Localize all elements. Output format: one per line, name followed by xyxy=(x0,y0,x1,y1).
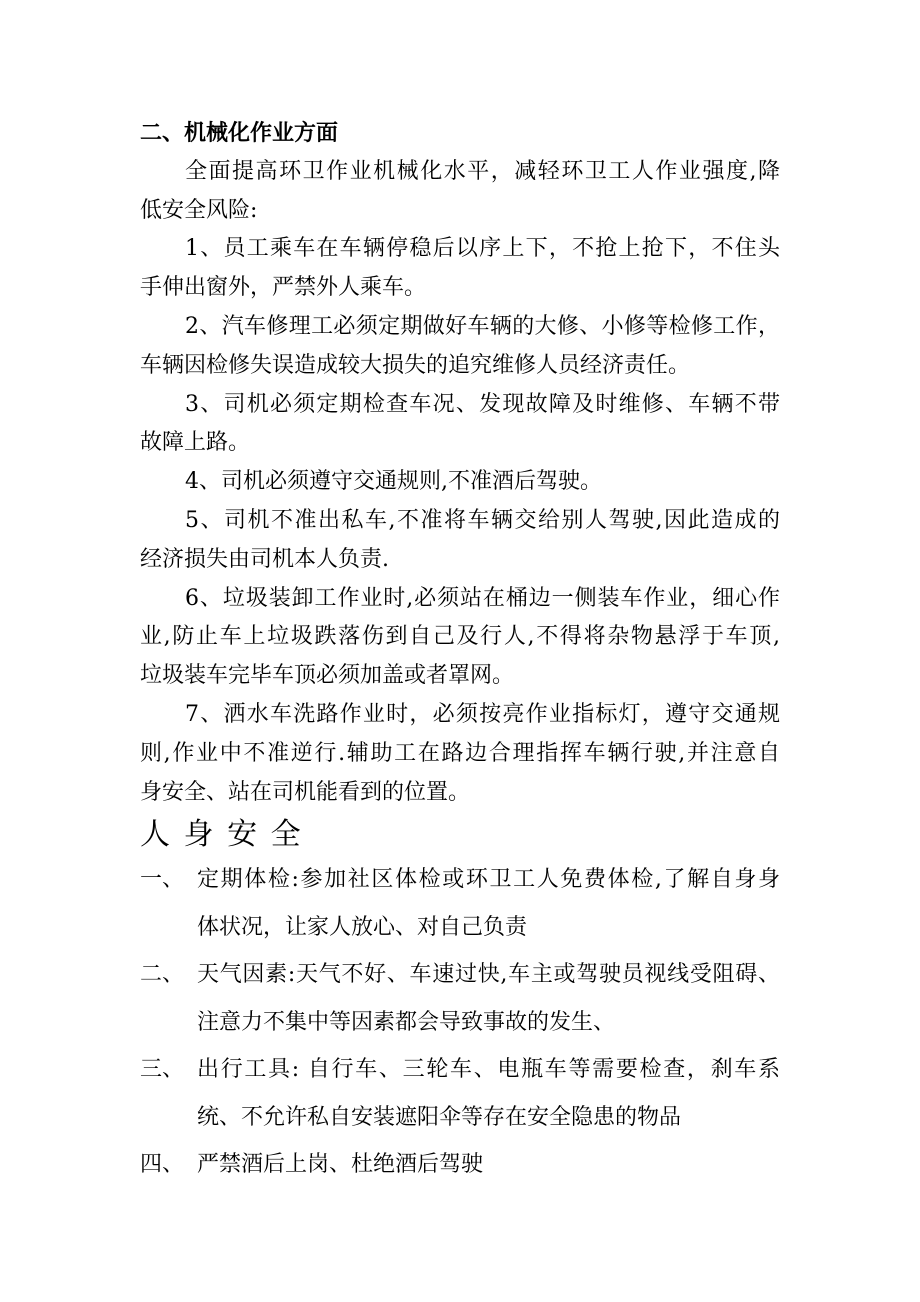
list-item xyxy=(140,951,780,1046)
paragraph-line: 7、洒水车洗路作业时，必须按亮作业指标灯，遵守交通规 xyxy=(185,701,780,727)
list-item-line: 注意力不集中等因素都会导致事故的发生、 xyxy=(197,1009,616,1035)
paragraph xyxy=(140,308,780,386)
paragraph-line: 垃圾装车完毕车顶必须加盖或者罩网。 xyxy=(140,663,515,689)
list-item-number: 四、 xyxy=(140,1152,185,1177)
list-item-number: 一、 xyxy=(140,867,185,892)
paragraph xyxy=(140,502,780,580)
list-item-content xyxy=(197,856,780,951)
list-item-content xyxy=(197,1141,780,1189)
paragraph-line: 手伸出窗外，严禁外人乘车。 xyxy=(140,275,427,301)
paragraph xyxy=(140,463,780,502)
section-mechanization xyxy=(140,114,780,812)
paragraph-line: 车辆因检修失误造成较大损失的追究维修人员经济责任。 xyxy=(140,352,691,378)
list-item-number: 三、 xyxy=(140,1057,185,1082)
paragraph-line: 经济损失由司机本人负责. xyxy=(140,546,389,572)
paragraph-line: 4、司机必须遵守交通规则,不准酒后驾驶。 xyxy=(185,469,602,495)
paragraph-line: 业,防止车上垃圾跌落伤到自己及行人,不得将杂物悬浮于车顶, xyxy=(140,624,780,650)
paragraph-line: 1、员工乘车在车辆停稳后以序上下，不抢上抢下，不住头 xyxy=(185,236,780,262)
paragraph xyxy=(140,386,780,464)
paragraph-line: 6、垃圾装卸工作业时,必须站在桶边一侧装车作业，细心作 xyxy=(185,585,780,611)
list-item-line: 体状况，让家人放心、对自己负责 xyxy=(197,914,528,940)
paragraph xyxy=(140,153,780,231)
list-item-line: 天气因素:天气不好、车速过快,车主或驾驶员视线受阻碍、 xyxy=(197,962,780,987)
list-item-line: 出行工具: 自行车、三轮车、电瓶车等需要检查，刹车系 xyxy=(197,1057,780,1082)
paragraph-line: 5、司机不准出私车,不准将车辆交给别人驾驶,因此造成的 xyxy=(185,507,780,533)
list-item-line: 定期体检:参加社区体检或环卫工人免费体检,了解自身身 xyxy=(197,867,780,892)
list-item-number: 二、 xyxy=(140,962,185,987)
list-item xyxy=(140,1046,780,1141)
section-personal-safety xyxy=(140,856,780,1189)
paragraph-line: 低安全风险: xyxy=(140,197,258,223)
section-heading-personal-safety: 人 身 安 全 xyxy=(140,817,303,852)
list-item xyxy=(140,856,780,951)
paragraph-line: 2、汽车修理工必须定期做好车辆的大修、小修等检修工作， xyxy=(185,313,780,339)
paragraph-line: 故障上路。 xyxy=(140,430,251,456)
paragraph-line: 身安全、站在司机能看到的位置。 xyxy=(140,779,471,805)
list-item-content xyxy=(197,951,780,1046)
section-heading: 二、机械化作业方面 xyxy=(140,120,339,146)
paragraph xyxy=(140,580,780,696)
list-item xyxy=(140,1141,780,1189)
list-item-line: 严禁酒后上岗、杜绝酒后驾驶 xyxy=(197,1152,484,1177)
paragraph-line: 全面提高环卫作业机械化水平，减轻环卫工人作业强度,降 xyxy=(185,158,780,184)
list-item-line: 统、不允许私自安装遮阳伞等存在安全隐患的物品 xyxy=(197,1104,682,1130)
paragraph-line: 则,作业中不准逆行.辅助工在路边合理指挥车辆行驶,并注意自 xyxy=(140,740,780,766)
paragraph xyxy=(140,696,780,812)
paragraph-line: 3、司机必须定期检查车况、发现故障及时维修、车辆不带 xyxy=(185,391,780,417)
list-item-content xyxy=(197,1046,780,1141)
paragraph xyxy=(140,230,780,308)
